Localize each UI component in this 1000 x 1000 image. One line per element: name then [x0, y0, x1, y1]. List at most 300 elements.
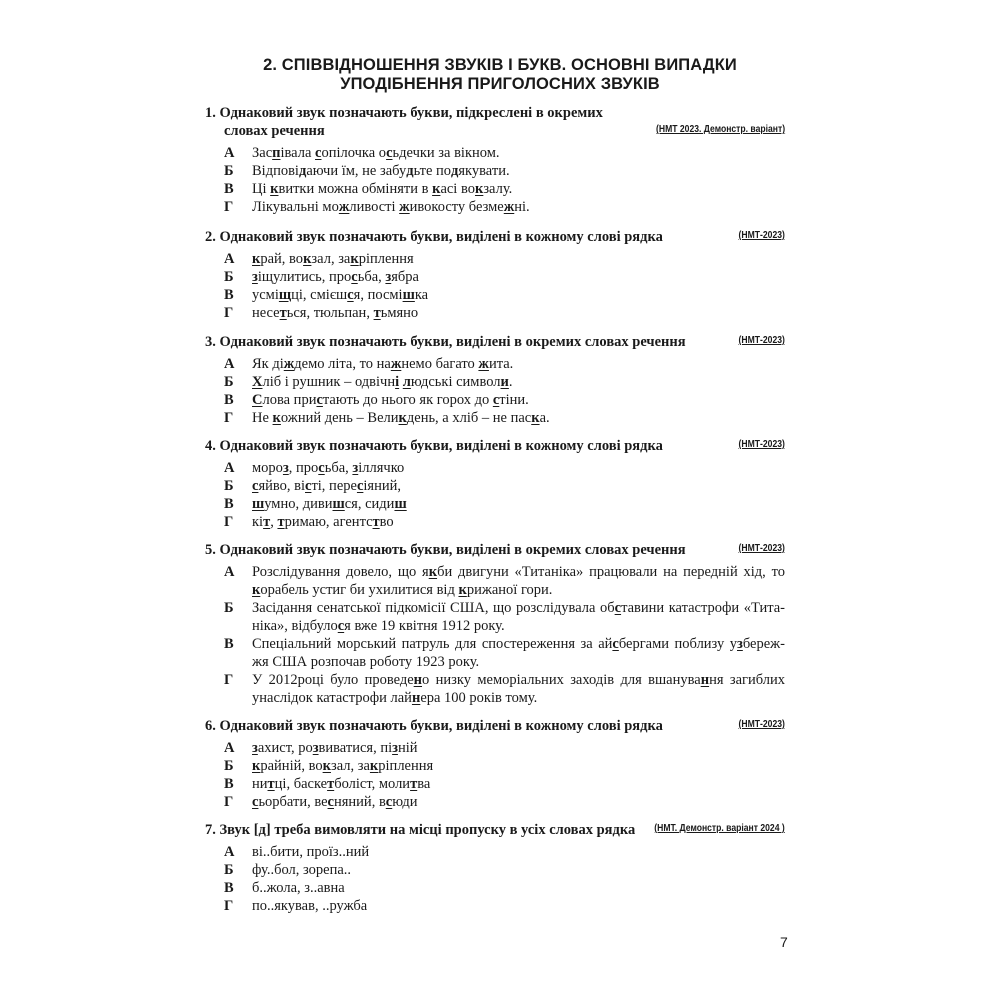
highlighted-letter: с — [356, 478, 364, 494]
answer-options — [205, 355, 785, 427]
highlighted-letter: т — [373, 305, 381, 321]
question-source: (НМТ-2023) — [738, 543, 785, 554]
option-text-segment: демо літа, то на — [294, 356, 391, 372]
option-text-segment: ься, тюльпан, — [286, 305, 374, 321]
option-text — [252, 793, 785, 811]
highlighted-letter: д — [406, 163, 414, 179]
option-text-segment: ко — [390, 460, 405, 476]
highlighted-letter: с — [612, 636, 619, 652]
option-text-segment: лова при — [262, 392, 317, 408]
question-heading — [205, 104, 785, 140]
question-text-line-1 — [205, 334, 686, 350]
highlighted-letter: с — [347, 287, 354, 303]
answer-options — [205, 144, 785, 216]
highlighted-letter: с — [614, 600, 622, 616]
answer-option — [205, 409, 785, 427]
option-text-segment: я вже 19 квітня 1912 року. — [344, 618, 505, 634]
question-text — [205, 717, 785, 735]
option-text-segment: райній, во — [260, 758, 323, 774]
question-number: 7. — [205, 822, 216, 838]
option-text-segment: ьорбати, ве — [258, 794, 328, 810]
question-3 — [205, 333, 785, 427]
option-text-segment: ва — [417, 776, 431, 792]
answer-option — [205, 757, 785, 775]
option-text-segment: ілля — [358, 460, 384, 476]
option-text — [252, 897, 785, 915]
option-text — [252, 513, 785, 531]
option-letter: Г — [224, 794, 234, 810]
option-text-segment: несе — [252, 305, 280, 321]
highlighted-letter: с — [252, 478, 259, 494]
question-text-line-1-content: Однаковий звук позначають букви, підкреслені в окремих — [219, 105, 603, 121]
option-text-segment: ріплення — [378, 758, 434, 774]
highlighted-letter: д — [451, 163, 459, 179]
option-text-segment: моро — [252, 460, 283, 476]
option-text-segment: ита. — [488, 356, 514, 372]
option-text-segment: Відпові — [252, 163, 299, 179]
answer-option — [205, 843, 785, 861]
question-text-line-1-content: Однаковий звук позначають букви, виділені в кожному слові рядка — [219, 718, 663, 734]
question-text-line-1-content: Однаковий звук позначають букви, виділені в кожному слові рядка — [219, 229, 663, 245]
option-text-segment: Розслідування довело, що я — [252, 564, 429, 580]
option-text-segment: а. — [539, 410, 550, 426]
highlighted-letter: к — [350, 251, 359, 267]
highlighted-letter: н — [700, 672, 710, 688]
answer-option — [205, 162, 785, 180]
question-text-line-1 — [205, 105, 603, 121]
option-text — [252, 355, 785, 373]
highlighted-letter: ж — [390, 356, 402, 372]
highlighted-letter: Х — [252, 374, 263, 390]
option-text-segment: по..якував, ..ружба — [252, 898, 368, 914]
highlighted-letter: ж — [399, 199, 410, 215]
option-letter: В — [224, 496, 234, 512]
question-6 — [205, 717, 785, 811]
question-heading — [205, 437, 785, 455]
option-text — [252, 495, 785, 513]
title-line-2: УПОДІБНЕННЯ ПРИГОЛОСНИХ ЗВУКІВ — [340, 75, 660, 93]
option-letter: Б — [224, 600, 234, 616]
question-number: 3. — [205, 334, 216, 350]
option-text-segment: ві..бити, проїз..ний — [252, 844, 370, 860]
answer-option — [205, 513, 785, 531]
question-5 — [205, 541, 785, 707]
option-text-segment: ябра — [391, 269, 419, 285]
option-text-segment: ахист, ро — [257, 740, 313, 756]
highlighted-letter: к — [531, 410, 540, 426]
option-text — [252, 391, 785, 409]
option-text-segment: умно, диви — [264, 496, 333, 512]
option-text-segment: виватися, пі — [318, 740, 393, 756]
option-text — [252, 268, 785, 286]
option-letter: В — [224, 880, 234, 896]
option-text-segment: ивокосту безме — [409, 199, 504, 215]
option-text — [252, 286, 785, 304]
option-text — [252, 409, 785, 427]
highlighted-letter: к — [432, 181, 441, 197]
option-letter: А — [224, 251, 235, 267]
option-text — [252, 162, 785, 180]
highlighted-letter: ш — [252, 496, 265, 512]
option-text-segment: о низку меморіальних заходів для вшанува — [422, 672, 701, 688]
answer-option — [205, 250, 785, 268]
highlighted-letter: к — [252, 758, 261, 774]
answer-options — [205, 563, 785, 707]
highlighted-letter: ж — [503, 199, 515, 215]
question-number: 5. — [205, 542, 216, 558]
highlighted-letter: т — [372, 514, 380, 530]
question-text-line-1 — [205, 718, 663, 734]
option-text-segment: ера 100 років тому. — [420, 690, 538, 706]
option-text-segment: залу. — [483, 181, 513, 197]
option-text — [252, 757, 785, 775]
answer-options — [205, 843, 785, 915]
option-text-segment: опілочка о — [321, 145, 387, 161]
highlighted-letter: С — [252, 392, 263, 408]
question-1 — [205, 104, 785, 216]
answer-option — [205, 286, 785, 304]
option-letter: В — [224, 287, 234, 303]
option-text-segment: Ці — [252, 181, 271, 197]
option-text — [252, 635, 785, 671]
highlighted-letter: к — [270, 181, 279, 197]
option-text — [252, 304, 785, 322]
page-number: 7 — [780, 934, 788, 950]
option-letter: Г — [224, 410, 234, 426]
highlighted-letter: с — [386, 145, 393, 161]
option-text-segment: Як ді — [252, 356, 284, 372]
option-text — [252, 599, 785, 635]
option-text — [252, 861, 785, 879]
highlighted-letter: т — [277, 514, 285, 530]
option-text-segment: римаю, агентс — [284, 514, 373, 530]
highlighted-letter: ш — [394, 496, 407, 512]
highlighted-letter: к — [474, 181, 484, 197]
question-text — [205, 228, 785, 246]
highlighted-letter: к — [369, 758, 379, 774]
option-letter: Г — [224, 672, 234, 688]
option-text-segment: аючи їм, не забу — [306, 163, 407, 179]
option-text — [252, 671, 785, 707]
option-text-segment: юди — [392, 794, 418, 810]
question-source: (НМТ. Демонстр. варіант 2024 ) — [654, 823, 785, 834]
option-text-segment: Лікувальні мо — [252, 199, 339, 215]
option-text-segment: ці, баске — [274, 776, 328, 792]
answer-option — [205, 495, 785, 513]
option-letter: Б — [224, 374, 234, 390]
option-text-segment: іщулитись, про — [257, 269, 352, 285]
highlighted-letter: ж — [283, 356, 295, 372]
option-text-segment: би двигуни «Титаніка» працювали на передній хід, то — [437, 564, 785, 580]
option-text-segment: ні. — [514, 199, 530, 215]
highlighted-letter: ш — [402, 287, 415, 303]
highlighted-letter: к — [322, 758, 331, 774]
highlighted-letter: з — [252, 740, 258, 756]
question-text-line-1-content: Звук [д] треба вимовляти на місці пропуску в усіх словах рядка — [219, 822, 636, 838]
highlighted-letter: ж — [478, 356, 489, 372]
question-source: (НМТ-2023) — [738, 719, 785, 730]
option-text-segment: . — [508, 374, 513, 390]
question-heading — [205, 541, 785, 559]
answer-option — [205, 739, 785, 757]
option-text-segment: ті, пере — [311, 478, 357, 494]
option-text — [252, 180, 785, 198]
option-text-segment: зал, за — [311, 251, 351, 267]
option-text-segment: береж-жя США розпочав роботу 1923 року. — [252, 636, 785, 670]
question-text — [205, 437, 785, 455]
question-number: 6. — [205, 718, 216, 734]
option-letter: Б — [224, 269, 234, 285]
question-source: (НМТ 2023. Демонстр. варіант) — [655, 124, 785, 135]
answer-option — [205, 391, 785, 409]
answer-option — [205, 198, 785, 216]
highlighted-letter: щ — [278, 287, 292, 303]
question-text-line-1-content: Однаковий звук позначають букви, виділені в кожному слові рядка — [219, 438, 663, 454]
answer-options — [205, 250, 785, 322]
answer-option — [205, 775, 785, 793]
option-text — [252, 739, 785, 757]
option-text-segment: зал, за — [330, 758, 370, 774]
highlighted-letter: з — [385, 269, 392, 285]
option-text-segment: бергами поблизу у — [618, 636, 737, 652]
option-letter: В — [224, 392, 234, 408]
option-text-segment: ня загиблих унаслідок катастрофи лай — [252, 672, 785, 706]
answer-option — [205, 563, 785, 599]
option-text-segment: немо багато — [401, 356, 479, 372]
option-text-segment: асі во — [440, 181, 475, 197]
option-letter: В — [224, 776, 234, 792]
option-text-segment: ьте по — [413, 163, 452, 179]
question-text-line-1-content: Однаковий звук позначають букви, виділені в окремих словах речення — [219, 542, 686, 558]
question-source: (НМТ-2023) — [738, 230, 785, 241]
highlighted-letter: ж — [338, 199, 350, 215]
option-letter: А — [224, 564, 235, 580]
question-heading — [205, 717, 785, 735]
option-text-segment: ожний день – Вели — [280, 410, 399, 426]
answer-option — [205, 793, 785, 811]
question-text-line-1 — [205, 229, 663, 245]
answer-option — [205, 599, 785, 635]
highlighted-letter: т — [279, 305, 287, 321]
question-source: (НМТ-2023) — [738, 439, 785, 450]
option-text-segment: ни — [252, 776, 268, 792]
option-text-segment: У 2012році було проведе — [252, 672, 414, 688]
question-heading — [205, 333, 785, 351]
option-text — [252, 879, 785, 897]
option-text-segment: іяний, — [363, 478, 401, 494]
option-text-segment: ся, сиди — [344, 496, 395, 512]
option-letter: А — [224, 844, 235, 860]
option-text-segment: ьмяно — [380, 305, 419, 321]
option-text-segment: ч — [383, 460, 391, 476]
highlighted-letter: с — [316, 392, 323, 408]
option-text-segment: тавини катастрофи «Тита-ніка», відбуло — [252, 600, 785, 634]
question-text — [205, 333, 785, 351]
page-title — [200, 56, 800, 94]
option-text-segment: ьба, — [324, 460, 353, 476]
option-text-segment: боліст, моли — [334, 776, 411, 792]
highlighted-letter: и — [500, 374, 509, 390]
highlighted-letter: ш — [332, 496, 345, 512]
highlighted-letter: к — [303, 251, 312, 267]
question-number: 4. — [205, 438, 216, 454]
highlighted-letter: с — [327, 794, 334, 810]
question-text — [205, 541, 785, 559]
highlighted-letter: з — [252, 269, 258, 285]
option-text-segment: тають до нього як горох до — [322, 392, 493, 408]
highlighted-letter: з — [737, 636, 743, 652]
highlighted-letter: с — [492, 392, 500, 408]
highlighted-letter: з — [282, 460, 289, 476]
option-text-segment: , — [270, 514, 278, 530]
option-letter: А — [224, 145, 235, 161]
question-heading — [205, 228, 785, 246]
highlighted-letter: з — [312, 740, 319, 756]
option-text-segment: я, посмі — [353, 287, 403, 303]
highlighted-letter: з — [392, 740, 398, 756]
option-text-segment: юдські символ — [410, 374, 501, 390]
option-letter: А — [224, 356, 235, 372]
highlighted-letter: з — [352, 460, 359, 476]
question-4 — [205, 437, 785, 531]
answer-options — [205, 459, 785, 531]
question-text-line-1 — [205, 822, 635, 838]
question-text-line-2: словах речення — [224, 123, 325, 139]
question-heading — [205, 821, 785, 839]
option-text-segment: орабель устиг би ухилитися від — [260, 582, 459, 598]
highlighted-letter: с — [305, 478, 312, 494]
highlighted-letter: с — [315, 145, 322, 161]
highlighted-letter: н — [413, 672, 423, 688]
answer-option — [205, 635, 785, 671]
highlighted-letter: л — [402, 374, 411, 390]
option-letter: Б — [224, 478, 234, 494]
option-text-segment: Зас — [252, 145, 273, 161]
highlighted-letter: т — [410, 776, 418, 792]
option-text-segment: день, а хліб – не пас — [406, 410, 532, 426]
answer-option — [205, 355, 785, 373]
highlighted-letter: н — [411, 690, 421, 706]
option-letter: Г — [224, 199, 234, 215]
option-letter: Б — [224, 862, 234, 878]
highlighted-letter: с — [385, 794, 393, 810]
question-number: 1. — [205, 105, 216, 121]
option-text — [252, 198, 785, 216]
option-letter: А — [224, 740, 235, 756]
option-letter: Г — [224, 305, 234, 321]
answer-options — [205, 739, 785, 811]
highlighted-letter: с — [337, 618, 345, 634]
option-text — [252, 250, 785, 268]
answer-option — [205, 268, 785, 286]
option-text-segment: б..жола, з..авна — [252, 880, 345, 896]
answer-option — [205, 373, 785, 391]
option-text-segment: рижаної гори. — [466, 582, 553, 598]
answer-option — [205, 477, 785, 495]
answer-option — [205, 861, 785, 879]
option-text-segment: ній — [397, 740, 418, 756]
option-letter: Б — [224, 758, 234, 774]
highlighted-letter: к — [272, 410, 281, 426]
option-text-segment: фу..бол, зорепа.. — [252, 862, 352, 878]
option-text-segment: кої підкомісії США, що розслідувала об — [363, 600, 615, 616]
highlighted-letter: д — [298, 163, 307, 179]
option-letter: А — [224, 460, 235, 476]
highlighted-letter: т — [327, 776, 335, 792]
question-text-line-1 — [205, 438, 663, 454]
answer-option — [205, 671, 785, 707]
option-text — [252, 563, 785, 599]
option-text-segment: ливості — [349, 199, 400, 215]
question-text-line-1-content: Однаковий звук позначають букви, виділені в окремих словах речення — [219, 334, 686, 350]
option-letter: В — [224, 181, 234, 197]
option-text-segment: ьба, — [357, 269, 386, 285]
option-text-segment: ріплення — [358, 251, 414, 267]
option-text — [252, 459, 785, 477]
highlighted-letter: і — [395, 374, 400, 390]
option-text — [252, 843, 785, 861]
option-text-segment: Спеціальний морський патруль для спостереження за ай — [252, 636, 613, 652]
question-text-line-1 — [205, 542, 686, 558]
highlighted-letter: к — [252, 582, 261, 598]
question-7 — [205, 821, 785, 915]
option-letter: Б — [224, 163, 234, 179]
highlighted-letter: с — [318, 460, 325, 476]
option-text-segment: ьдечки за вікном. — [392, 145, 500, 161]
highlighted-letter: к — [428, 564, 438, 580]
answer-option — [205, 180, 785, 198]
answer-option — [205, 459, 785, 477]
option-text-segment: ка — [414, 287, 429, 303]
highlighted-letter: с — [252, 794, 259, 810]
highlighted-letter: т — [263, 514, 271, 530]
option-text — [252, 477, 785, 495]
option-text-segment: Не — [252, 410, 273, 426]
option-letter: Г — [224, 514, 234, 530]
option-text-segment: тіни. — [499, 392, 529, 408]
option-letter: В — [224, 636, 234, 652]
option-text-segment: яйво, ві — [258, 478, 305, 494]
option-text-segment: витки можна обміняти в — [278, 181, 433, 197]
highlighted-letter: п — [272, 145, 281, 161]
option-text-segment: Засідання сенатс — [252, 600, 357, 616]
title-line-1: 2. СПІВВІДНОШЕННЯ ЗВУКІВ І БУКВ. ОСНОВНІ ВИПАДКИ — [263, 56, 737, 74]
option-text — [252, 144, 785, 162]
question-2 — [205, 228, 785, 322]
highlighted-letter: к — [458, 582, 467, 598]
option-text-segment: усмі — [252, 287, 279, 303]
option-text-segment: кі — [252, 514, 264, 530]
option-text-segment: ліб і рушник – одвічн — [262, 374, 396, 390]
option-text-segment: , про — [288, 460, 319, 476]
highlighted-letter: с — [351, 269, 358, 285]
question-source: (НМТ-2023) — [738, 335, 785, 346]
option-text-segment: івала — [280, 145, 316, 161]
option-letter: Г — [224, 898, 234, 914]
highlighted-letter: т — [267, 776, 275, 792]
answer-option — [205, 879, 785, 897]
question-number: 2. — [205, 229, 216, 245]
answer-option — [205, 144, 785, 162]
highlighted-letter: к — [252, 251, 261, 267]
option-text — [252, 775, 785, 793]
option-text-segment: ь — [356, 600, 364, 616]
highlighted-letter: к — [398, 410, 407, 426]
option-text-segment: рай, во — [260, 251, 304, 267]
answer-option — [205, 304, 785, 322]
option-text-segment: якувати. — [458, 163, 510, 179]
option-text-segment: во — [379, 514, 394, 530]
